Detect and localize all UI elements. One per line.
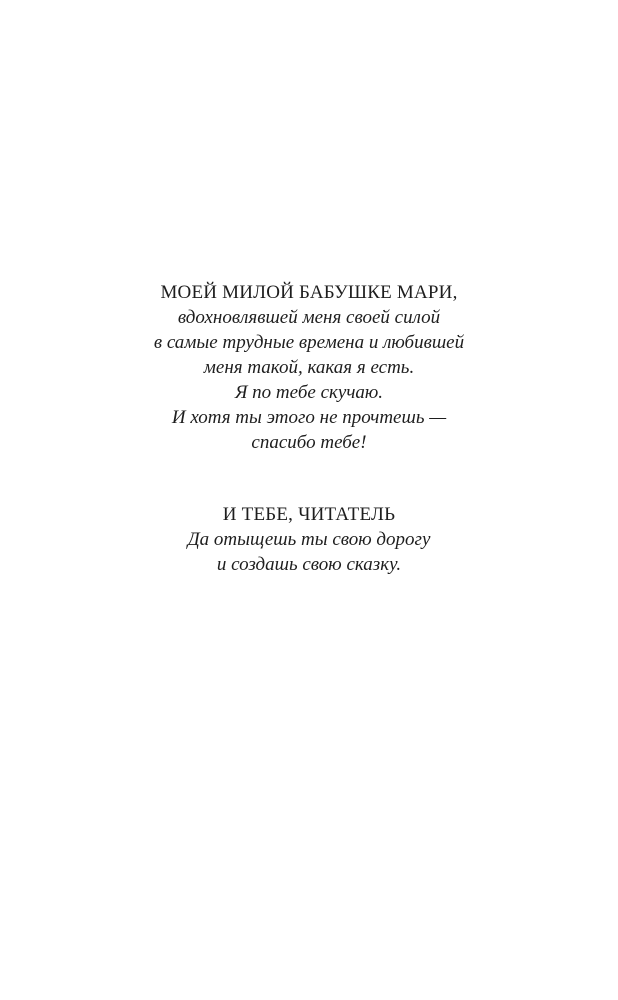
- dedication-line: меня такой, какая я есть.: [203, 357, 415, 378]
- dedication-line: спасибо тебе!: [251, 432, 367, 453]
- dedication-grandmother: [0, 280, 618, 455]
- dedication-heading: И ТЕБЕ, ЧИТАТЕЛЬ: [222, 504, 396, 525]
- dedication-line: Я по тебе скучаю.: [234, 382, 384, 403]
- dedication-line: вдохновлявшей меня своей силой: [177, 307, 441, 328]
- dedication-line: в самые трудные времена и любившей: [153, 332, 465, 353]
- dedication-reader: [0, 502, 618, 577]
- dedication-line: И хотя ты этого не прочтешь —: [171, 407, 447, 428]
- dedication-heading: МОЕЙ МИЛОЙ БАБУШКЕ МАРИ,: [160, 282, 458, 303]
- dedication-line: и создашь свою сказку.: [216, 554, 402, 575]
- dedication-line: Да отыщешь ты свою дорогу: [187, 529, 431, 550]
